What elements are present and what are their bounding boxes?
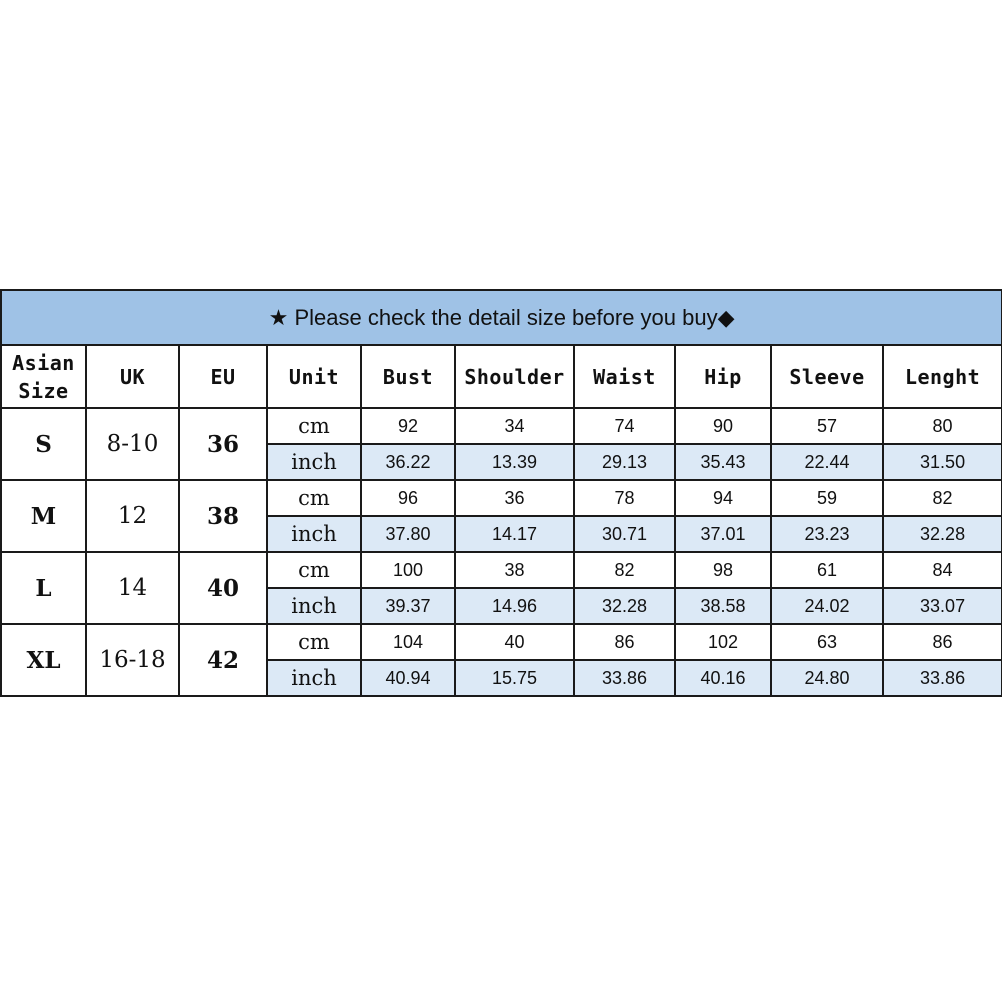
banner-row	[1, 290, 1002, 345]
eu-size-cell: 42	[179, 624, 267, 696]
eu-size-cell: 40	[179, 552, 267, 624]
hip-cell: 37.01	[675, 516, 771, 552]
hip-cell: 40.16	[675, 660, 771, 696]
sleeve-cell: 59	[771, 480, 883, 516]
bust-cell: 36.22	[361, 444, 455, 480]
uk-size-cell: 8-10	[86, 408, 179, 480]
uk-size-cell: 12	[86, 480, 179, 552]
bust-cell: 40.94	[361, 660, 455, 696]
unit-cell: inch	[267, 588, 361, 624]
hip-cell: 94	[675, 480, 771, 516]
header-unit: Unit	[267, 345, 361, 408]
bust-cell: 92	[361, 408, 455, 444]
bust-cell: 39.37	[361, 588, 455, 624]
bust-cell: 104	[361, 624, 455, 660]
size-chart-table	[0, 289, 1002, 697]
shoulder-cell: 38	[455, 552, 574, 588]
bust-cell: 100	[361, 552, 455, 588]
table-row	[1, 552, 1002, 588]
asian-size-cell: L	[1, 552, 86, 624]
header-shoulder: Shoulder	[455, 345, 574, 408]
sleeve-cell: 23.23	[771, 516, 883, 552]
asian-size-cell: S	[1, 408, 86, 480]
unit-cell: cm	[267, 408, 361, 444]
eu-size-cell: 38	[179, 480, 267, 552]
notice-banner	[1, 290, 1002, 345]
sleeve-cell: 63	[771, 624, 883, 660]
table-row	[1, 408, 1002, 444]
waist-cell: 32.28	[574, 588, 675, 624]
waist-cell: 30.71	[574, 516, 675, 552]
length-cell: 32.28	[883, 516, 1002, 552]
header-sleeve: Sleeve	[771, 345, 883, 408]
asian-size-cell: M	[1, 480, 86, 552]
shoulder-cell: 15.75	[455, 660, 574, 696]
length-cell: 86	[883, 624, 1002, 660]
diamond-icon: ◆	[717, 304, 735, 330]
hip-cell: 98	[675, 552, 771, 588]
shoulder-cell: 40	[455, 624, 574, 660]
waist-cell: 74	[574, 408, 675, 444]
waist-cell: 82	[574, 552, 675, 588]
eu-size-cell: 36	[179, 408, 267, 480]
sleeve-cell: 22.44	[771, 444, 883, 480]
unit-cell: inch	[267, 444, 361, 480]
header-row	[1, 345, 1002, 408]
table-row	[1, 480, 1002, 516]
table-row	[1, 624, 1002, 660]
header-hip: Hip	[675, 345, 771, 408]
waist-cell: 29.13	[574, 444, 675, 480]
waist-cell: 86	[574, 624, 675, 660]
sleeve-cell: 61	[771, 552, 883, 588]
length-cell: 31.50	[883, 444, 1002, 480]
waist-cell: 33.86	[574, 660, 675, 696]
length-cell: 82	[883, 480, 1002, 516]
hip-cell: 90	[675, 408, 771, 444]
bust-cell: 37.80	[361, 516, 455, 552]
header-uk: UK	[86, 345, 179, 408]
unit-cell: cm	[267, 480, 361, 516]
shoulder-cell: 13.39	[455, 444, 574, 480]
bust-cell: 96	[361, 480, 455, 516]
length-cell: 84	[883, 552, 1002, 588]
hip-cell: 102	[675, 624, 771, 660]
unit-cell: cm	[267, 552, 361, 588]
unit-cell: cm	[267, 624, 361, 660]
shoulder-cell: 34	[455, 408, 574, 444]
header-waist: Waist	[574, 345, 675, 408]
shoulder-cell: 14.17	[455, 516, 574, 552]
length-cell: 80	[883, 408, 1002, 444]
uk-size-cell: 14	[86, 552, 179, 624]
sleeve-cell: 57	[771, 408, 883, 444]
unit-cell: inch	[267, 660, 361, 696]
length-cell: 33.07	[883, 588, 1002, 624]
unit-cell: inch	[267, 516, 361, 552]
hip-cell: 38.58	[675, 588, 771, 624]
waist-cell: 78	[574, 480, 675, 516]
star-icon: ★	[268, 304, 289, 330]
header-length: Lenght	[883, 345, 1002, 408]
size-chart-body	[1, 290, 1002, 696]
header-asian-size	[1, 345, 86, 408]
shoulder-cell: 36	[455, 480, 574, 516]
uk-size-cell: 16-18	[86, 624, 179, 696]
header-asian-line1: Asian	[12, 350, 75, 375]
sleeve-cell: 24.02	[771, 588, 883, 624]
length-cell: 33.86	[883, 660, 1002, 696]
header-asian-line2: Size	[18, 378, 69, 403]
notice-text: Please check the detail size before you buy	[294, 304, 718, 330]
sleeve-cell: 24.80	[771, 660, 883, 696]
hip-cell: 35.43	[675, 444, 771, 480]
header-bust: Bust	[361, 345, 455, 408]
asian-size-cell: XL	[1, 624, 86, 696]
shoulder-cell: 14.96	[455, 588, 574, 624]
header-eu: EU	[179, 345, 267, 408]
